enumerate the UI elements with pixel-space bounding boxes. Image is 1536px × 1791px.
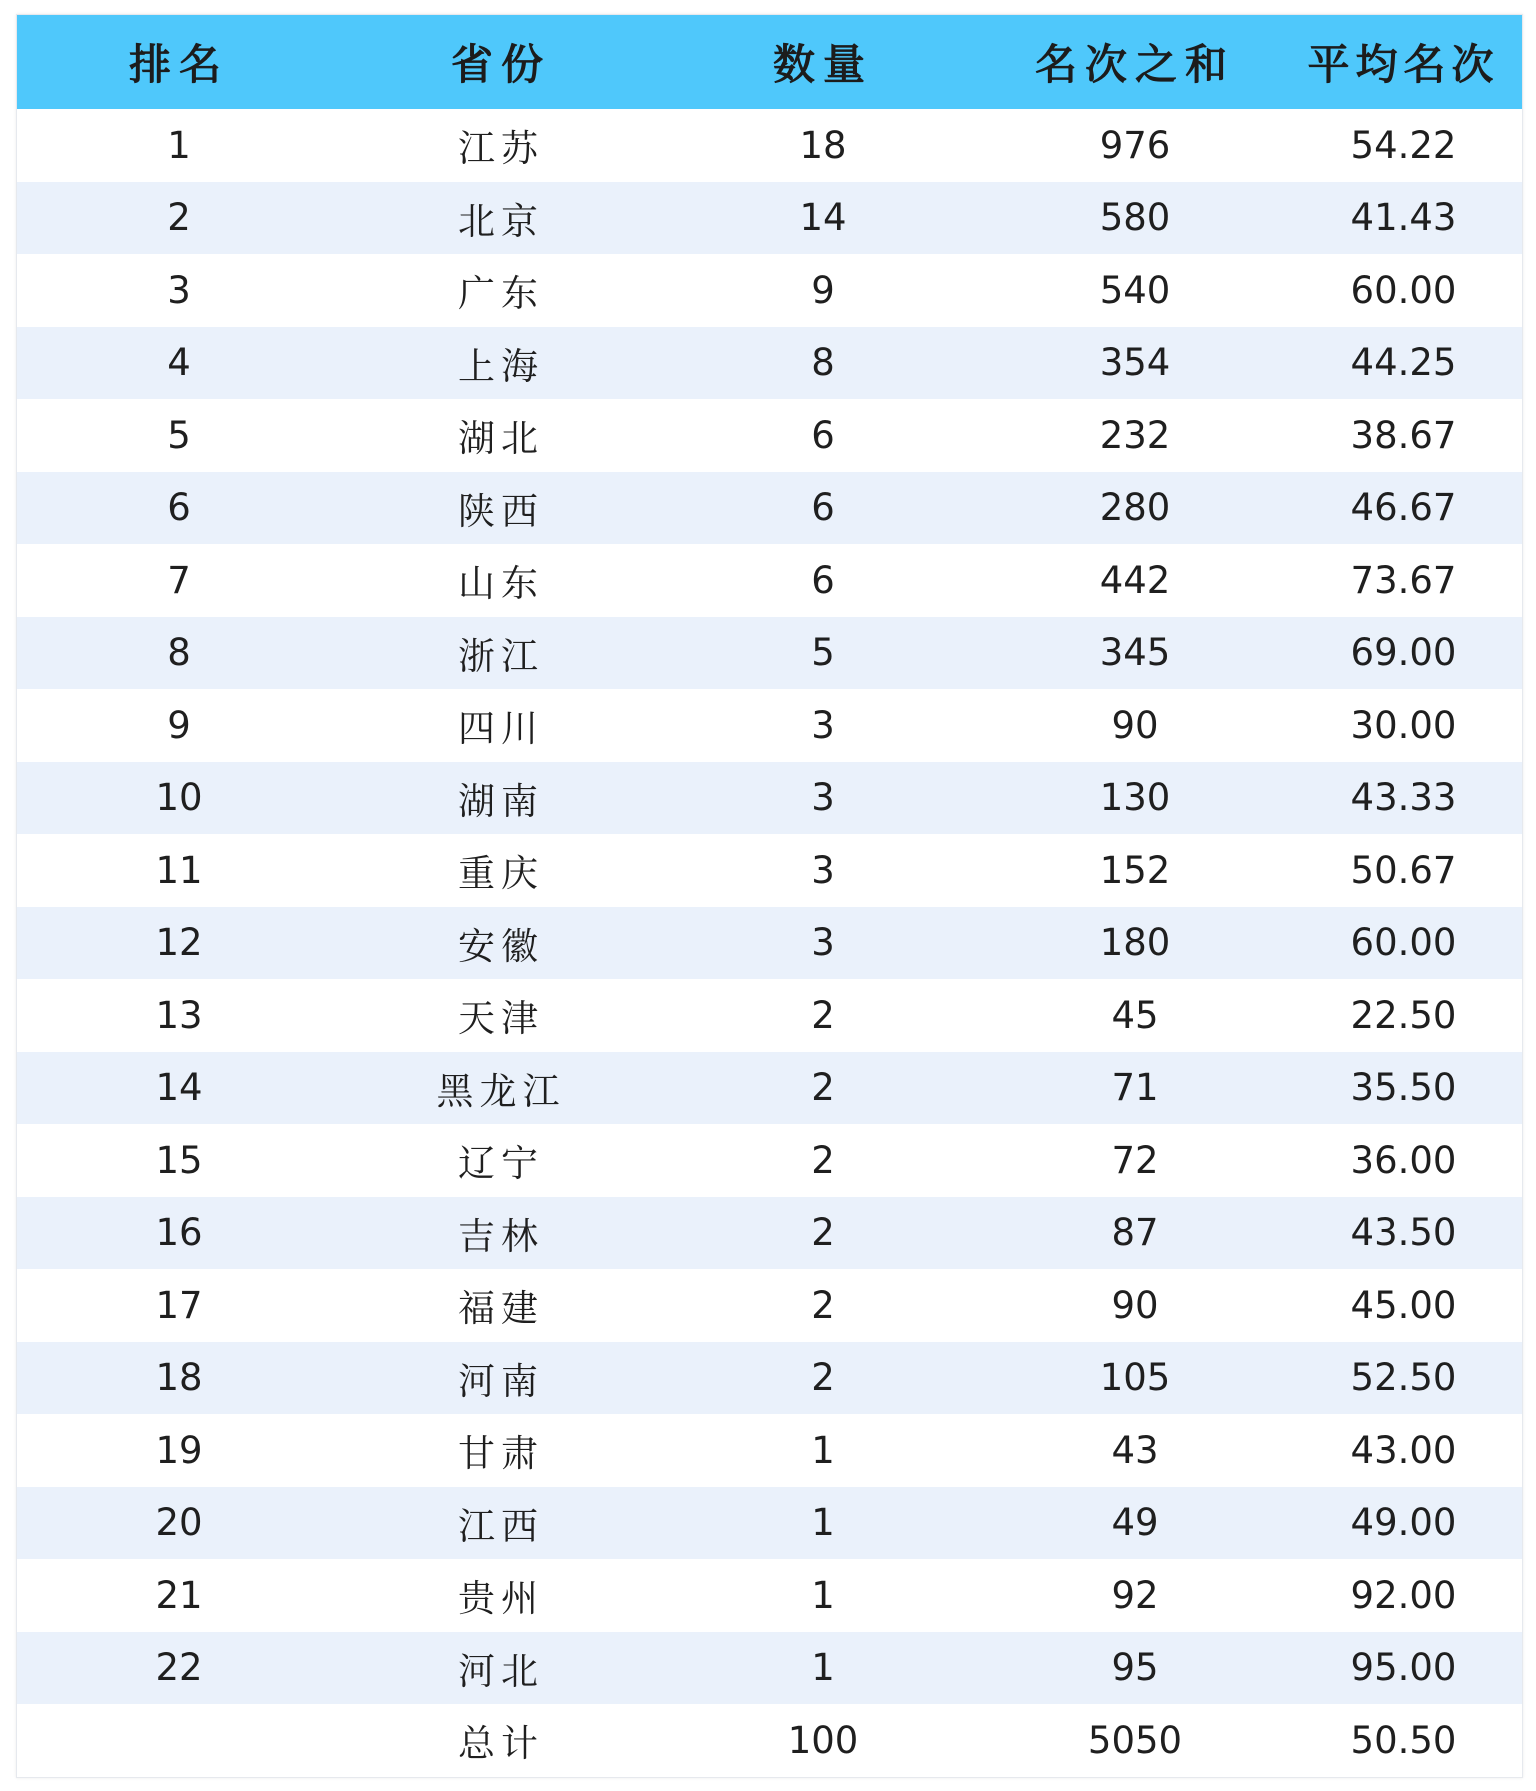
total-rank-sum: 5050 — [1087, 1718, 1183, 1762]
table-row — [17, 907, 1522, 980]
cell-count: 3 — [811, 848, 835, 892]
cell-rank-sum: 442 — [1099, 558, 1171, 602]
table-body — [17, 109, 1522, 1704]
cell-count: 3 — [811, 776, 835, 820]
cell-rank: 22 — [155, 1646, 203, 1690]
cell-rank-sum: 105 — [1099, 1356, 1171, 1400]
table-row — [17, 1559, 1522, 1632]
cell-rank-sum: 71 — [1111, 1066, 1159, 1110]
cell-count: 2 — [811, 1356, 835, 1400]
header-count: 数量 — [772, 40, 873, 89]
table-row — [17, 1487, 1522, 1560]
cell-count: 6 — [811, 486, 835, 530]
cell-rank-sum: 72 — [1111, 1138, 1159, 1182]
table-header-row — [17, 15, 1522, 109]
cell-rank: 17 — [155, 1283, 203, 1327]
header-rank: 排名 — [128, 40, 229, 89]
cell-avg-rank: 92.00 — [1350, 1573, 1457, 1617]
cell-rank-sum: 345 — [1099, 631, 1171, 675]
table-row — [17, 472, 1522, 545]
cell-rank-sum: 580 — [1099, 196, 1171, 240]
cell-avg-rank: 43.33 — [1350, 776, 1457, 820]
cell-rank: 21 — [155, 1573, 203, 1617]
cell-province: 福建 — [458, 1287, 544, 1331]
cell-avg-rank: 45.00 — [1350, 1283, 1457, 1327]
cell-avg-rank: 60.00 — [1350, 268, 1457, 312]
cell-count: 6 — [811, 413, 835, 457]
table-row — [17, 109, 1522, 182]
cell-rank: 15 — [155, 1138, 203, 1182]
cell-count: 3 — [811, 921, 835, 965]
cell-province: 上海 — [458, 344, 544, 388]
table-row — [17, 689, 1522, 762]
total-label: 总计 — [458, 1722, 544, 1766]
header-avg-rank: 平均名次 — [1307, 40, 1500, 89]
cell-rank-sum: 49 — [1111, 1501, 1159, 1545]
cell-count: 5 — [811, 631, 835, 675]
cell-count: 3 — [811, 703, 835, 747]
cell-count: 2 — [811, 993, 835, 1037]
table-row — [17, 1342, 1522, 1415]
table-row — [17, 544, 1522, 617]
total-count: 100 — [787, 1718, 859, 1762]
cell-province: 河北 — [458, 1649, 544, 1693]
cell-rank-sum: 92 — [1111, 1573, 1159, 1617]
cell-avg-rank: 44.25 — [1350, 341, 1457, 385]
table-row — [17, 182, 1522, 255]
cell-province: 浙江 — [458, 634, 544, 678]
cell-rank-sum: 90 — [1111, 1283, 1159, 1327]
cell-rank: 18 — [155, 1356, 203, 1400]
cell-avg-rank: 43.00 — [1350, 1428, 1457, 1472]
cell-province: 贵州 — [458, 1577, 544, 1621]
cell-avg-rank: 69.00 — [1350, 631, 1457, 675]
cell-avg-rank: 60.00 — [1350, 921, 1457, 965]
cell-rank-sum: 130 — [1099, 776, 1171, 820]
cell-avg-rank: 22.50 — [1350, 993, 1457, 1037]
cell-rank: 9 — [167, 703, 191, 747]
cell-rank: 7 — [167, 558, 191, 602]
table-row — [17, 1414, 1522, 1487]
cell-province: 江苏 — [458, 127, 544, 171]
cell-rank: 16 — [155, 1211, 203, 1255]
cell-rank: 5 — [167, 413, 191, 457]
cell-count: 6 — [811, 558, 835, 602]
cell-avg-rank: 43.50 — [1350, 1211, 1457, 1255]
cell-province: 湖北 — [458, 417, 544, 461]
cell-avg-rank: 30.00 — [1350, 703, 1457, 747]
cell-province: 北京 — [458, 199, 544, 243]
cell-rank: 3 — [167, 268, 191, 312]
cell-rank-sum: 540 — [1099, 268, 1171, 312]
table-row — [17, 979, 1522, 1052]
cell-avg-rank: 50.67 — [1350, 848, 1457, 892]
cell-avg-rank: 46.67 — [1350, 486, 1457, 530]
table-row — [17, 1197, 1522, 1270]
table-total-row — [17, 1704, 1522, 1777]
cell-avg-rank: 52.50 — [1350, 1356, 1457, 1400]
cell-province: 河南 — [458, 1359, 544, 1403]
cell-rank-sum: 354 — [1099, 341, 1171, 385]
table-row — [17, 762, 1522, 835]
cell-province: 陕西 — [458, 489, 544, 533]
cell-avg-rank: 54.22 — [1350, 123, 1457, 167]
cell-avg-rank: 38.67 — [1350, 413, 1457, 457]
cell-rank: 12 — [155, 921, 203, 965]
cell-rank-sum: 90 — [1111, 703, 1159, 747]
cell-count: 1 — [811, 1428, 835, 1472]
cell-count: 2 — [811, 1211, 835, 1255]
cell-count: 1 — [811, 1573, 835, 1617]
cell-count: 9 — [811, 268, 835, 312]
cell-avg-rank: 49.00 — [1350, 1501, 1457, 1545]
total-avg-rank: 50.50 — [1350, 1718, 1457, 1762]
cell-count: 2 — [811, 1138, 835, 1182]
cell-rank-sum: 280 — [1099, 486, 1171, 530]
cell-province: 江西 — [458, 1504, 544, 1548]
table-row — [17, 1124, 1522, 1197]
cell-rank: 1 — [167, 123, 191, 167]
cell-province: 广东 — [458, 272, 544, 316]
cell-province: 甘肃 — [458, 1432, 544, 1476]
cell-rank: 6 — [167, 486, 191, 530]
cell-province: 吉林 — [458, 1214, 544, 1258]
table-row — [17, 254, 1522, 327]
cell-rank-sum: 43 — [1111, 1428, 1159, 1472]
cell-rank: 10 — [155, 776, 203, 820]
header-rank-sum: 名次之和 — [1034, 40, 1235, 89]
table-row — [17, 1269, 1522, 1342]
cell-rank: 8 — [167, 631, 191, 675]
province-ranking-table — [16, 14, 1523, 1778]
cell-rank-sum: 45 — [1111, 993, 1159, 1037]
cell-province: 四川 — [458, 707, 544, 751]
cell-avg-rank: 41.43 — [1350, 196, 1457, 240]
table-row — [17, 1632, 1522, 1705]
table-row — [17, 327, 1522, 400]
cell-rank-sum: 976 — [1099, 123, 1171, 167]
cell-count: 1 — [811, 1501, 835, 1545]
cell-count: 8 — [811, 341, 835, 385]
cell-rank-sum: 152 — [1099, 848, 1171, 892]
cell-province: 湖南 — [458, 779, 544, 823]
cell-rank-sum: 95 — [1111, 1646, 1159, 1690]
cell-rank: 14 — [155, 1066, 203, 1110]
cell-province: 辽宁 — [458, 1142, 544, 1186]
cell-avg-rank: 73.67 — [1350, 558, 1457, 602]
cell-province: 重庆 — [458, 852, 544, 896]
cell-count: 14 — [799, 196, 847, 240]
header-province: 省份 — [450, 40, 551, 89]
cell-province: 黑龙江 — [436, 1069, 566, 1113]
cell-rank: 11 — [155, 848, 203, 892]
cell-avg-rank: 35.50 — [1350, 1066, 1457, 1110]
cell-province: 安徽 — [458, 924, 544, 968]
cell-rank: 4 — [167, 341, 191, 385]
cell-rank: 13 — [155, 993, 203, 1037]
cell-rank-sum: 180 — [1099, 921, 1171, 965]
cell-rank: 19 — [155, 1428, 203, 1472]
cell-count: 2 — [811, 1066, 835, 1110]
table-row — [17, 399, 1522, 472]
cell-count: 1 — [811, 1646, 835, 1690]
cell-count: 18 — [799, 123, 847, 167]
table-row — [17, 834, 1522, 907]
cell-count: 2 — [811, 1283, 835, 1327]
cell-rank-sum: 232 — [1099, 413, 1171, 457]
cell-avg-rank: 95.00 — [1350, 1646, 1457, 1690]
cell-province: 山东 — [458, 562, 544, 606]
cell-rank-sum: 87 — [1111, 1211, 1159, 1255]
table-row — [17, 617, 1522, 690]
cell-avg-rank: 36.00 — [1350, 1138, 1457, 1182]
cell-rank: 20 — [155, 1501, 203, 1545]
cell-province: 天津 — [458, 997, 544, 1041]
table-row — [17, 1052, 1522, 1125]
cell-rank: 2 — [167, 196, 191, 240]
